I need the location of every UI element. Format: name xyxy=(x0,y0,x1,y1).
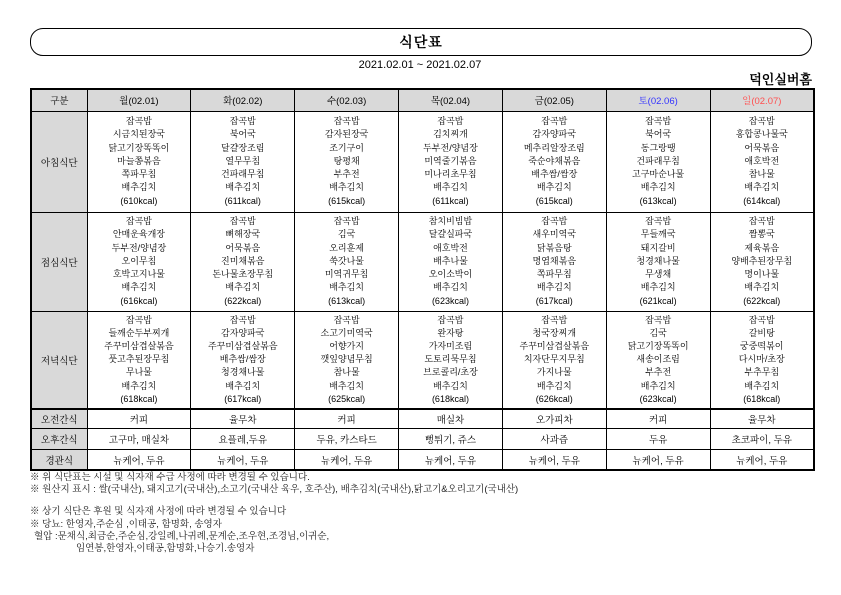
menu-line: 깻잎양념무침 xyxy=(320,354,373,365)
menu-line: 조기구이 xyxy=(329,142,364,153)
row-label-2: 저녁식단 xyxy=(31,311,87,409)
menu-line: 배추김치 xyxy=(225,182,261,193)
date-range: 2021.02.01 ~ 2021.02.07 xyxy=(358,59,482,71)
menu-line: 배추김치 xyxy=(744,182,780,193)
facility-name: 덕인실버홈 xyxy=(749,72,812,87)
menu-line: 청경채나물 xyxy=(636,255,680,266)
menu-cell-r5-c5: 뉴케어, 두유 xyxy=(606,450,710,470)
menu-line: 잡곡밥 xyxy=(333,314,360,325)
menu-line: 잡곡밥 xyxy=(333,216,360,227)
menu-cell-r0-c5 xyxy=(606,111,710,212)
menu-line: (617kcal) xyxy=(535,295,573,306)
menu-line: 돈나물초장무침 xyxy=(212,269,274,280)
menu-cell-r2-c0 xyxy=(87,311,191,409)
menu-cell-r0-c4 xyxy=(502,111,606,212)
footnote-line-2 xyxy=(30,496,518,506)
menu-cell-r3-c5: 커피 xyxy=(606,409,710,429)
menu-cell-r4-c4: 사과즙 xyxy=(502,429,606,450)
menu-line: (613kcal) xyxy=(639,195,677,206)
menu-cell-r5-c3: 뉴케어, 두유 xyxy=(399,450,503,470)
day-header-5: 토(02.06) xyxy=(606,89,710,111)
menu-line: (623kcal) xyxy=(431,295,469,306)
menu-line: (618kcal) xyxy=(431,393,469,404)
menu-cell-r2-c3 xyxy=(399,311,503,409)
menu-cell-r5-c6: 뉴케어, 두유 xyxy=(710,450,814,470)
menu-line: 쑥갓나물 xyxy=(329,255,364,266)
menu-cell-r0-c2 xyxy=(295,111,399,212)
menu-cell-r3-c1: 율무차 xyxy=(191,409,295,429)
menu-line: 배추김치 xyxy=(225,282,261,293)
menu-cell-r3-c0: 커피 xyxy=(87,409,191,429)
menu-line: 메추리알장조림 xyxy=(523,142,585,153)
table-row-1 xyxy=(31,212,814,311)
menu-line: 배추김치 xyxy=(329,380,364,391)
menu-line: 청국장찌개 xyxy=(532,327,577,338)
menu-line: 들깨순두부찌개 xyxy=(108,327,170,338)
menu-line: 잡곡밥 xyxy=(645,216,672,227)
menu-line: 잡곡밥 xyxy=(645,116,672,127)
menu-line: (618kcal) xyxy=(743,393,781,404)
menu-line: 닭고기장똑똑이 xyxy=(108,142,170,153)
day-header-4: 금(02.05) xyxy=(502,89,606,111)
menu-line: 소고기미역국 xyxy=(320,327,373,338)
menu-line: 김국 xyxy=(337,229,356,240)
table-row-3 xyxy=(31,409,814,429)
menu-line: 잡곡밥 xyxy=(229,314,256,325)
menu-line: (622kcal) xyxy=(224,295,262,306)
menu-line: 짬뽕국 xyxy=(748,229,775,240)
menu-line: 부추전 xyxy=(333,169,360,180)
menu-line: (621kcal) xyxy=(639,295,677,306)
menu-line: 가자미조림 xyxy=(428,340,473,351)
footnote-line-4: ※ 당뇨: 한영자,주순심 ,이태공, 함명화, 송영자 xyxy=(30,518,222,530)
menu-line: 배추김치 xyxy=(433,380,468,391)
menu-line: 참나물 xyxy=(333,367,360,378)
menu-line: 브로콜리/초장 xyxy=(423,367,478,378)
menu-cell-r0-c1 xyxy=(191,111,295,212)
menu-line: 풋고추된장무침 xyxy=(108,354,170,365)
menu-line: 감자양파국 xyxy=(532,129,577,140)
menu-table xyxy=(30,88,815,471)
menu-cell-r2-c2 xyxy=(295,311,399,409)
footnote-line-1: ※ 원산지 표시 : 쌀(국내산), 돼지고기(국내산),소고기(국내산 육우, 호주산), 배추김치(국내산),닭고기&오리고기(국내산) xyxy=(30,484,519,496)
menu-line: 동그랑땡 xyxy=(640,142,676,153)
menu-line: 배추김치 xyxy=(121,182,157,193)
menu-line: 배추김치 xyxy=(536,380,572,391)
menu-line: 닭고기장똑똑이 xyxy=(627,340,689,351)
menu-line: 시금치된장국 xyxy=(112,129,165,140)
menu-line: 어향가지 xyxy=(329,340,364,351)
footnote-line-5: 혈압 :문채식,최금순,주순심,강일례,나귀례,문계순,조우현,조경님,이귀순, xyxy=(34,530,330,542)
menu-line: 배추김치 xyxy=(329,182,364,193)
menu-line: 배추김치 xyxy=(433,182,468,193)
menu-line: 배추김치 xyxy=(225,380,261,391)
menu-line: 참나물 xyxy=(748,169,775,180)
menu-line: 배추김치 xyxy=(329,282,364,293)
menu-line: (611kcal) xyxy=(432,195,469,206)
menu-line: 잡곡밥 xyxy=(748,116,775,127)
menu-line: 감자양파국 xyxy=(221,327,265,338)
menu-line: (615kcal) xyxy=(328,195,366,206)
menu-line: 배추쌈/쌈장 xyxy=(219,354,266,365)
footnotes xyxy=(30,472,518,555)
menu-line: 돼지갈비 xyxy=(640,242,676,253)
menu-line: 잡곡밥 xyxy=(748,216,775,227)
menu-cell-r0-c0 xyxy=(87,111,191,212)
day-header-6: 일(02.07) xyxy=(710,89,814,111)
day-header-0: 월(02.01) xyxy=(87,89,191,111)
menu-line: 북어국 xyxy=(229,129,256,140)
menu-line: 무나물 xyxy=(125,367,152,378)
menu-line: (614kcal) xyxy=(743,195,781,206)
menu-line: 북어국 xyxy=(645,129,672,140)
menu-line: 새송이조림 xyxy=(636,354,680,365)
menu-cell-r2-c1 xyxy=(191,311,295,409)
table-row-5 xyxy=(31,450,814,470)
menu-line: 다시마/초장 xyxy=(738,354,785,365)
menu-cell-r4-c0: 고구마, 매실차 xyxy=(87,429,191,450)
menu-line: 고구마순나물 xyxy=(632,169,685,180)
menu-line: 주꾸미삼겹살볶음 xyxy=(519,340,590,351)
page-title: 식단표 xyxy=(399,34,443,50)
menu-line: 쪽파무침 xyxy=(536,269,572,280)
menu-cell-r4-c3: 뻥튀기, 쥬스 xyxy=(399,429,503,450)
footnote-line-3: ※ 상기 식단은 후원 및 식자재 사정에 따라 변경될 수 있습니다 xyxy=(30,506,287,518)
menu-line: 미역귀무침 xyxy=(324,269,369,280)
menu-cell-r2-c5 xyxy=(606,311,710,409)
table-row-2 xyxy=(31,311,814,409)
menu-line: 배추김치 xyxy=(121,380,157,391)
table-row-0 xyxy=(31,111,814,212)
menu-line: 잡곡밥 xyxy=(437,116,464,127)
menu-line: 잡곡밥 xyxy=(125,216,152,227)
menu-cell-r5-c4: 뉴케어, 두유 xyxy=(502,450,606,470)
menu-line: 탕평채 xyxy=(333,155,360,166)
menu-line: 달걀장조림 xyxy=(221,142,265,153)
menu-cell-r1-c1 xyxy=(191,212,295,311)
menu-line: 갈비탕 xyxy=(748,327,775,338)
menu-line: 치자단무지무침 xyxy=(523,354,585,365)
menu-cell-r5-c1: 뉴케어, 두유 xyxy=(191,450,295,470)
menu-line: 잡곡밥 xyxy=(645,314,672,325)
menu-line: 잡곡밥 xyxy=(125,314,152,325)
menu-line: 명엽채볶음 xyxy=(532,255,577,266)
menu-line: 김국 xyxy=(649,327,667,338)
menu-line: 무들깨국 xyxy=(640,229,676,240)
menu-line: 달걀실파국 xyxy=(428,229,473,240)
menu-cell-r2-c4 xyxy=(502,311,606,409)
menu-line: 어묵볶음 xyxy=(225,242,261,253)
menu-line: 부추무침 xyxy=(744,367,780,378)
menu-line: 주꾸미삼겹살볶음 xyxy=(104,340,174,351)
menu-cell-r3-c6: 율무차 xyxy=(710,409,814,429)
menu-line: 안매운육개장 xyxy=(112,229,165,240)
day-header-2: 수(02.03) xyxy=(295,89,399,111)
menu-line: 배추김치 xyxy=(433,282,468,293)
menu-line: 죽순야채볶음 xyxy=(528,155,581,166)
menu-line: 배추나물 xyxy=(433,255,468,266)
menu-line: 명이나물 xyxy=(744,269,780,280)
day-header-3: 목(02.04) xyxy=(399,89,503,111)
menu-line: 배추김치 xyxy=(640,182,676,193)
menu-cell-r3-c4: 오가피차 xyxy=(502,409,606,429)
table-row-4 xyxy=(31,429,814,450)
menu-line: 닭볶음탕 xyxy=(536,242,572,253)
menu-line: 잡곡밥 xyxy=(333,116,360,127)
menu-line: 부추전 xyxy=(645,367,672,378)
menu-line: 건파래무침 xyxy=(636,155,680,166)
day-header-1: 화(02.02) xyxy=(191,89,295,111)
menu-line: 마늘쫑볶음 xyxy=(117,155,161,166)
menu-line: (622kcal) xyxy=(743,295,781,306)
menu-line: 애호박전 xyxy=(744,155,780,166)
row-label-5: 경관식 xyxy=(31,450,87,470)
menu-line: 배추김치 xyxy=(121,282,157,293)
menu-line: 배추김치 xyxy=(744,380,780,391)
menu-line: 참치비빔밥 xyxy=(428,216,473,227)
menu-line: (610kcal) xyxy=(120,195,158,206)
menu-line: 잡곡밥 xyxy=(541,116,568,127)
menu-line: 미역줄기볶음 xyxy=(424,155,477,166)
menu-line: 제육볶음 xyxy=(744,242,780,253)
title-box xyxy=(30,28,812,56)
menu-cell-r5-c2: 뉴케어, 두유 xyxy=(295,450,399,470)
row-label-0: 아침식단 xyxy=(31,111,87,212)
menu-line: 무생채 xyxy=(645,269,672,280)
menu-line: (617kcal) xyxy=(224,393,262,404)
menu-line: 김치찌개 xyxy=(433,129,468,140)
menu-line: (613kcal) xyxy=(328,295,366,306)
menu-cell-r2-c6 xyxy=(710,311,814,409)
footnote-line-6: 임연봉,한영자,이태공,함명화,나승기.송영자 xyxy=(76,543,255,555)
menu-cell-r4-c6: 초코파이, 두유 xyxy=(710,429,814,450)
menu-line: 배추김치 xyxy=(640,282,676,293)
menu-line: (626kcal) xyxy=(535,393,573,404)
menu-line: (611kcal) xyxy=(224,195,261,206)
menu-line: 잡곡밥 xyxy=(229,116,256,127)
menu-line: 배추김치 xyxy=(536,182,572,193)
menu-line: (616kcal) xyxy=(120,295,158,306)
menu-line: 쪽파무침 xyxy=(121,169,157,180)
menu-line: 궁중떡볶이 xyxy=(740,340,784,351)
menu-line: 잡곡밥 xyxy=(541,314,568,325)
menu-table-body xyxy=(31,111,814,470)
menu-cell-r1-c0 xyxy=(87,212,191,311)
row-label-4: 오후간식 xyxy=(31,429,87,450)
header-row xyxy=(31,89,814,111)
menu-cell-r1-c2 xyxy=(295,212,399,311)
menu-line: 청경채나물 xyxy=(221,367,265,378)
menu-line: 완자탕 xyxy=(437,327,464,338)
menu-line: 잡곡밥 xyxy=(229,216,256,227)
menu-cell-r3-c2: 커피 xyxy=(295,409,399,429)
menu-cell-r4-c2: 두유, 카스타드 xyxy=(295,429,399,450)
menu-line: 두부전/양념장 xyxy=(423,142,478,153)
menu-line: 잡곡밥 xyxy=(437,314,464,325)
menu-line: 잡곡밥 xyxy=(541,216,568,227)
menu-cell-r1-c5 xyxy=(606,212,710,311)
menu-line: 배추김치 xyxy=(744,282,780,293)
menu-line: (623kcal) xyxy=(639,393,677,404)
row-label-3: 오전간식 xyxy=(31,409,87,429)
menu-line: 두부전/양념장 xyxy=(111,242,167,253)
menu-line: 애호박전 xyxy=(433,242,468,253)
menu-line: 가지나물 xyxy=(536,367,572,378)
menu-cell-r4-c1: 요플레,두유 xyxy=(191,429,295,450)
menu-cell-r0-c3 xyxy=(399,111,503,212)
menu-cell-r1-c6 xyxy=(710,212,814,311)
menu-line: 잡곡밥 xyxy=(125,116,152,127)
row-label-1: 점심식단 xyxy=(31,212,87,311)
menu-cell-r1-c3 xyxy=(399,212,503,311)
menu-line: 진미채볶음 xyxy=(221,255,265,266)
footnote-line-0: ※ 위 식단표는 시설 및 식자재 수급 사정에 따라 변경될 수 있습니다. xyxy=(30,472,310,483)
menu-line: 도토리묵무침 xyxy=(424,354,477,365)
menu-cell-r3-c3: 매실차 xyxy=(399,409,503,429)
menu-cell-r1-c4 xyxy=(502,212,606,311)
menu-line: 호박고지나물 xyxy=(112,269,165,280)
menu-line: 새우미역국 xyxy=(532,229,577,240)
menu-line: 건파래무침 xyxy=(221,169,265,180)
menu-line: 배추김치 xyxy=(640,380,676,391)
menu-line: (615kcal) xyxy=(535,195,573,206)
menu-line: 잡곡밥 xyxy=(748,314,775,325)
menu-line: 오리훈제 xyxy=(329,242,364,253)
menu-line: 배추김치 xyxy=(536,282,572,293)
menu-cell-r5-c0: 뉴케어, 두유 xyxy=(87,450,191,470)
menu-line: 오이소박이 xyxy=(428,269,473,280)
corner-header-cell: 구분 xyxy=(31,89,87,111)
menu-line: 감자된장국 xyxy=(324,129,369,140)
menu-line: 미나리초무침 xyxy=(424,169,477,180)
menu-line: 홍합콩나물국 xyxy=(735,129,788,140)
menu-line: 어묵볶음 xyxy=(744,142,780,153)
menu-line: 오이무침 xyxy=(121,255,157,266)
menu-cell-r4-c5: 두유 xyxy=(606,429,710,450)
menu-line: 열무무침 xyxy=(225,155,261,166)
menu-line: (625kcal) xyxy=(328,393,366,404)
menu-line: 뼈해장국 xyxy=(225,229,261,240)
menu-line: 주꾸미삼겹살볶음 xyxy=(207,340,278,351)
menu-line: (618kcal) xyxy=(120,393,158,404)
menu-line: 양배추된장무침 xyxy=(731,255,793,266)
menu-cell-r0-c6 xyxy=(710,111,814,212)
menu-line: 배추쌈/쌈장 xyxy=(531,169,578,180)
